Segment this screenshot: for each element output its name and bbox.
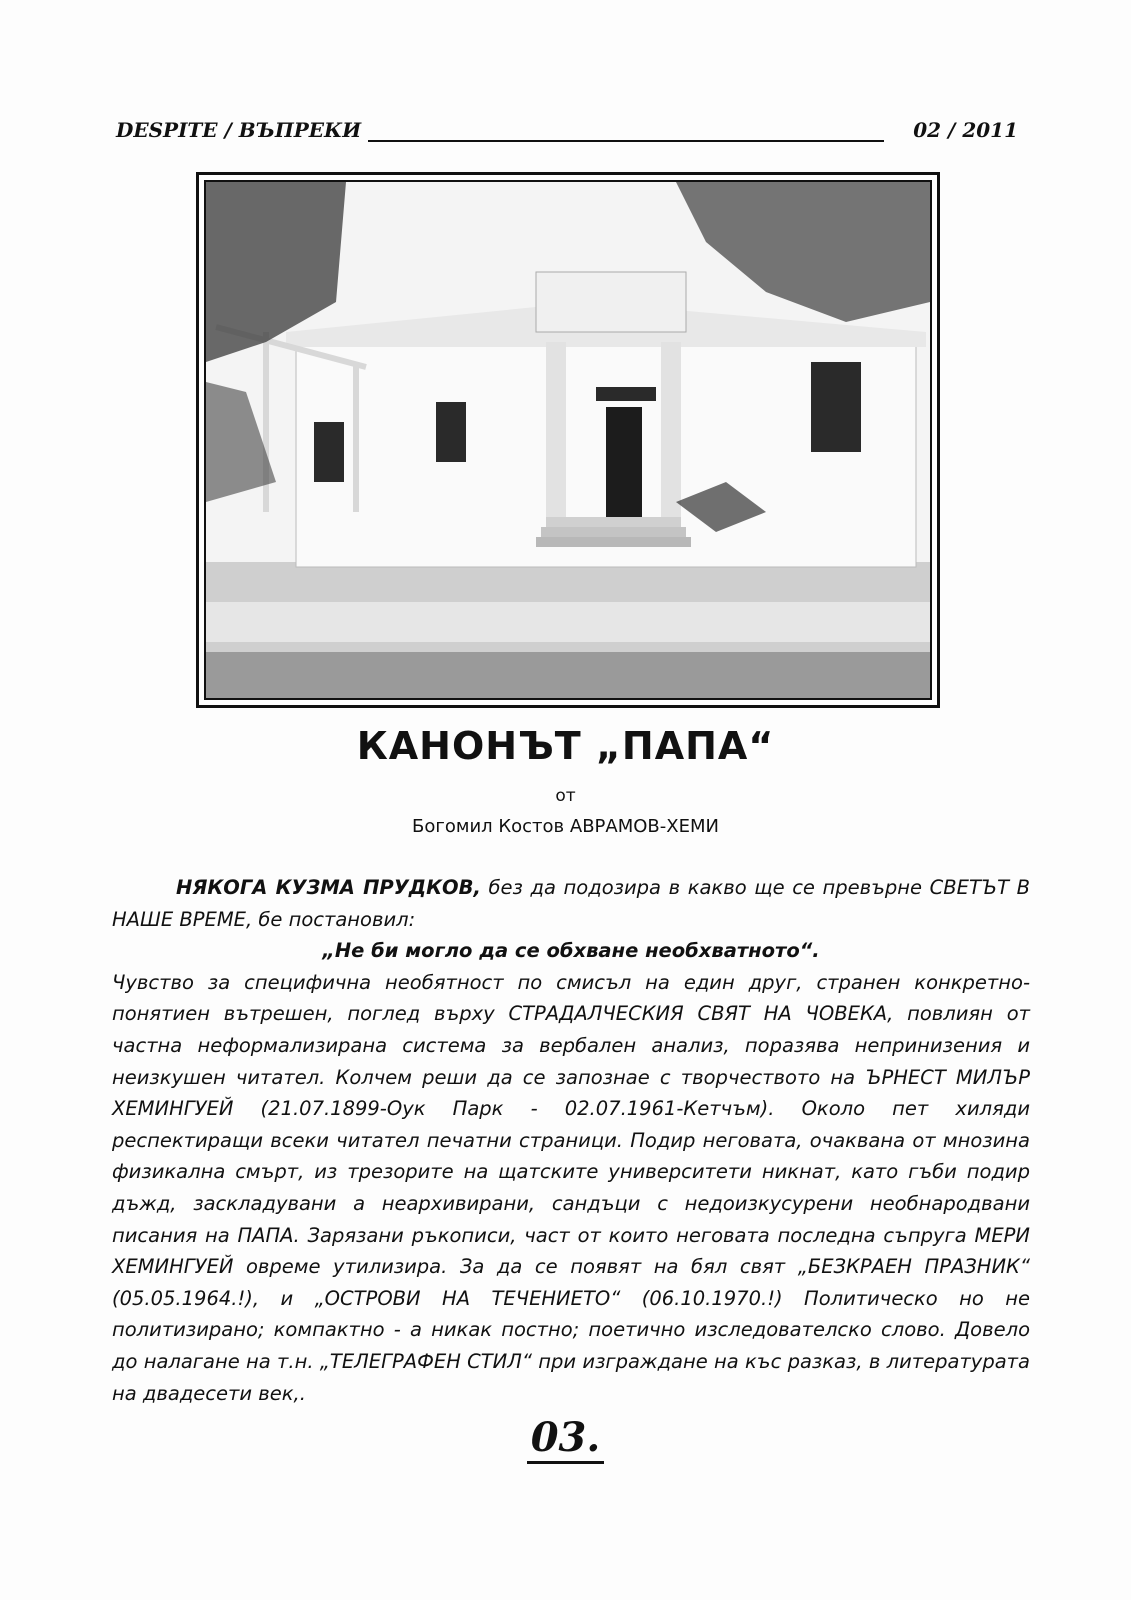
article-body xyxy=(112,872,1030,1409)
page-number xyxy=(0,1414,1131,1461)
intro-rest: без да подозира в какво ще се превърне СВЕТЪТ В НАШЕ ВРЕМЕ, бе постановил: xyxy=(112,876,1030,931)
page-header xyxy=(116,116,1018,146)
house-photo-frame xyxy=(196,172,940,708)
article-title: КАНОНЪТ „ПАПА“ xyxy=(356,724,775,768)
issue-number: 02 / 2011 xyxy=(913,118,1018,142)
house-illustration xyxy=(206,182,930,698)
quote-line: „Не би могло да се обхване необхватното“. xyxy=(322,939,820,963)
journal-name: DESPITE / ВЪПРЕКИ xyxy=(116,118,362,142)
header-rule xyxy=(368,140,884,142)
author-name: Богомил Костов АВРАМОВ-ХЕМИ xyxy=(412,816,719,837)
main-paragraph: Чувство за специфична необятност по смисъл на един друг, странен конкретно-понятиен вътрешен, поглед върху СТРАДАЛЧЕСКИЯ СВЯТ НА ЧОВЕКА, повлиян от частна неформализирана система за вербален анализ, поразява непринизения и неизкушен читател. Колчем реши да се запознае с творчеството на ЪРНЕСТ МИЛЪР ХЕМИНГУЕЙ (21.07.1899-Оук Парк - 02.07.1961-Кетчъм). Около пет хиляди респектиращи всеки читател печатни страници. Подир неговата, очаквана от мнозина физикална смърт, из трезорите на щатските университети никнат, като гъби подир дъжд, заскладувани а неархивирани, сандъци с недоизкусурени необнародвани писания на ПАПА. Зарязани ръкописи, част от които неговата последна съпруга МЕРИ ХЕМИНГУЕЙ овреме утилизира. За да се появят на бял свят „БЕЗКРАЕН ПРАЗНИК“ (05.05.1964.!), и „ОСТРОВИ НА ТЕЧЕНИЕТО“ (06.10.1970.!) Политическо но не политизирано; компактно - а никак постно; поетично изследователско слово. Довело до налагане на т.н. „ТЕЛЕГРАФЕН СТИЛ“ при изграждане на къс разказ, в литературата на двадесети век,. xyxy=(112,970,1030,1405)
byline-from: от xyxy=(555,786,576,806)
intro-paragraph xyxy=(112,872,1030,935)
house-photo xyxy=(204,180,932,700)
intro-caps: НЯКОГА КУЗМА ПРУДКОВ, xyxy=(176,876,481,899)
page-number-text: 03. xyxy=(527,1414,605,1464)
